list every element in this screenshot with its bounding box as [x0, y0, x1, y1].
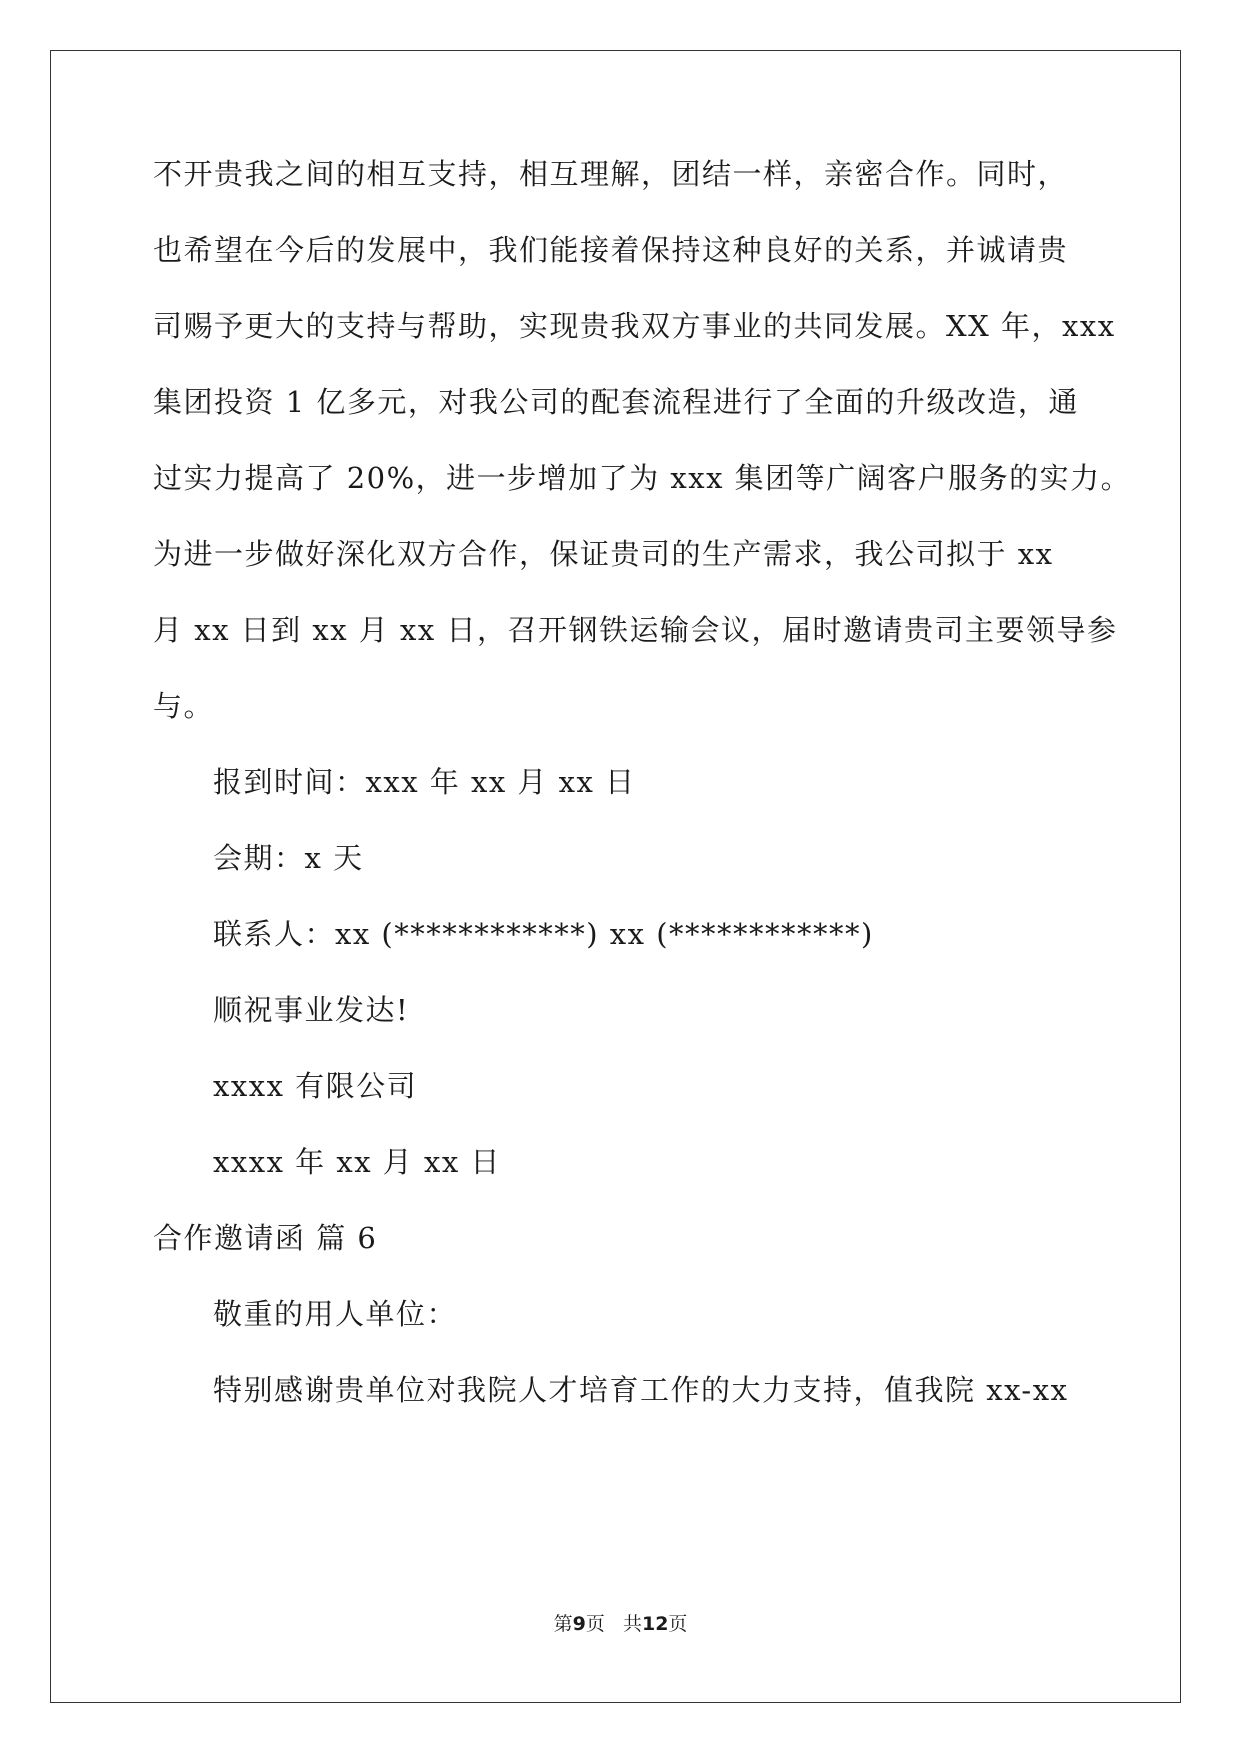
- meeting-duration: 会期：x 天: [213, 841, 364, 875]
- footer-page-number: 9: [572, 1613, 586, 1635]
- body-line-4: 集团投资 1 亿多元，对我公司的配套流程进行了全面的升级改造，通: [153, 385, 1079, 419]
- footer-total-prefix: 共: [622, 1613, 642, 1635]
- page-border: [50, 50, 1181, 1703]
- body-line-1: 不开贵我之间的相互支持，相互理解，团结一样，亲密合作。同时，: [153, 157, 1069, 191]
- footer-total-suffix: 页: [668, 1613, 688, 1635]
- footer-page-suffix: 页: [585, 1613, 605, 1635]
- body-line-3: 司赐予更大的支持与帮助，实现贵我双方事业的共同发展。XX 年，xxx: [153, 309, 1116, 343]
- closing-wishes: 顺祝事业发达!: [213, 993, 410, 1027]
- contact-persons: 联系人：xx (************) xx (************): [213, 917, 874, 951]
- salutation: 敬重的用人单位：: [213, 1297, 458, 1331]
- body-line-8: 与。: [153, 689, 215, 723]
- body-line-7: 月 xx 日到 xx 月 xx 日，召开钢铁运输会议，届时邀请贵司主要领导参: [153, 613, 1118, 647]
- report-time: 报到时间：xxx 年 xx 月 xx 日: [213, 765, 636, 799]
- body-line-6: 为进一步做好深化双方合作，保证贵司的生产需求，我公司拟于 xx: [153, 537, 1054, 571]
- body-line-2: 也希望在今后的发展中，我们能接着保持这种良好的关系，并诚请贵: [153, 233, 1069, 267]
- footer-total-pages: 12: [641, 1613, 669, 1635]
- body-line-last: 特别感谢贵单位对我院人才培育工作的大力支持，值我院 xx-xx: [213, 1373, 1069, 1407]
- section-title: 合作邀请函 篇 6: [153, 1221, 378, 1255]
- company-signature: xxxx 有限公司: [213, 1069, 418, 1103]
- signature-date: xxxx 年 xx 月 xx 日: [213, 1145, 501, 1179]
- body-line-5: 过实力提高了 20%，进一步增加了为 xxx 集团等广阔客户服务的实力。: [153, 461, 1132, 495]
- page-footer: [0, 1612, 1241, 1636]
- footer-page-prefix: 第: [553, 1613, 573, 1635]
